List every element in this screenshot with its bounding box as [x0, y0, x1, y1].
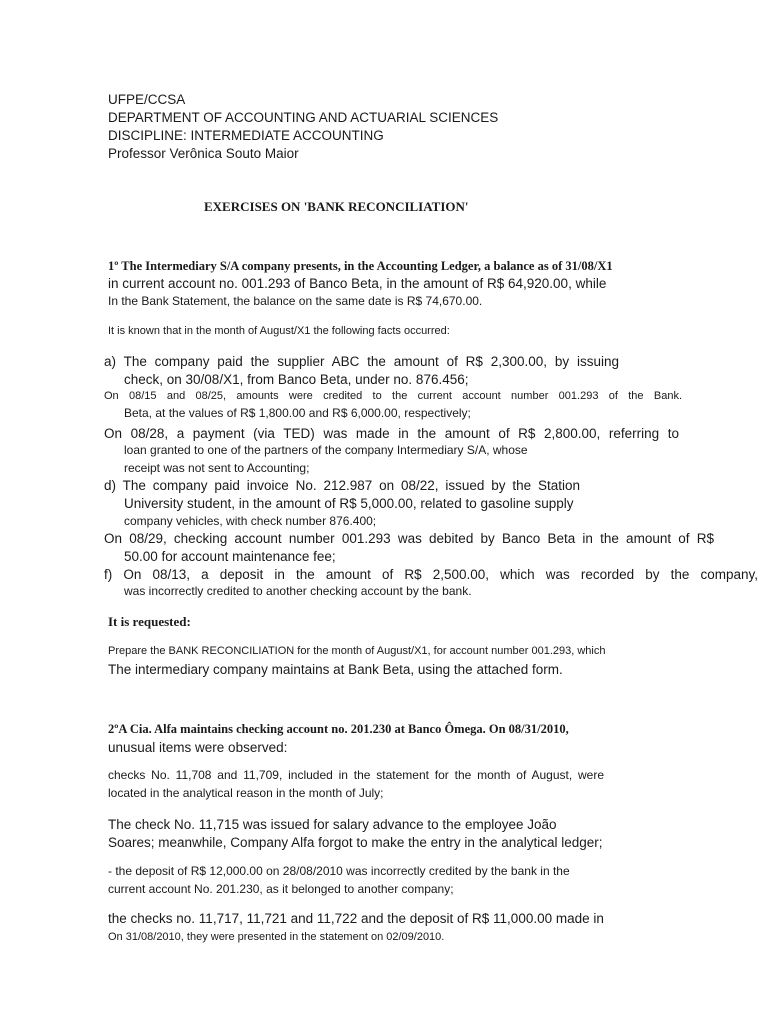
- ex2-para1-line2: located in the analytical reason in the month of July;: [108, 786, 384, 800]
- header-discipline: DISCIPLINE: INTERMEDIATE ACCOUNTING: [108, 128, 384, 143]
- ex1-item-e-line1: On 08/29, checking account number 001.293 was debited by Banco Beta in the amount of R$: [104, 531, 714, 546]
- ex1-intro-line3: In the Bank Statement, the balance on the same date is R$ 74,670.00.: [108, 294, 483, 308]
- ex1-item-f-line1: f) On 08/13, a deposit in the amount of R$ 2,500.00, which was recorded by the company,: [104, 567, 758, 582]
- header-department: DEPARTMENT OF ACCOUNTING AND ACTUARIAL SCIENCES: [108, 110, 499, 125]
- ex1-item-e-line2: 50.00 for account maintenance fee;: [124, 549, 336, 564]
- ex2-para1-line1: checks No. 11,708 and 11,709, included in the statement for the month of August, were: [108, 768, 604, 782]
- ex1-item-a-line1: a) The company paid the supplier ABC the amount of R$ 2,300.00, by issuing: [104, 354, 619, 369]
- ex1-item-c-line1: On 08/28, a payment (via TED) was made in the amount of R$ 2,800.00, referring to: [104, 426, 679, 441]
- ex2-para2-line2: Soares; meanwhile, Company Alfa forgot to make the entry in the analytical ledger;: [108, 835, 603, 850]
- ex1-intro-bold: 1º The Intermediary S/A company presents, in the Accounting Ledger, a balance as of 31/08/X1: [108, 259, 613, 273]
- ex1-item-a-line2: check, on 30/08/X1, from Banco Beta, under no. 876.456;: [124, 372, 469, 387]
- ex1-item-c-line3: receipt was not sent to Accounting;: [124, 461, 310, 475]
- page-title: EXERCISES ON 'BANK RECONCILIATION': [204, 199, 469, 214]
- ex2-intro-bold: 2ºA Cia. Alfa maintains checking account no. 201.230 at Banco Ômega. On 08/31/2010,: [108, 722, 569, 736]
- header-professor: Professor Verônica Souto Maior: [108, 146, 299, 161]
- ex2-para3-line1: - the deposit of R$ 12,000.00 on 28/08/2010 was incorrectly credited by the bank in the: [108, 864, 570, 878]
- ex1-intro-line2: in current account no. 001.293 of Banco Beta, in the amount of R$ 64,920.00, while: [108, 276, 607, 291]
- ex1-item-d-line2: University student, in the amount of R$ 5,000.00, related to gasoline supply: [124, 496, 574, 511]
- ex1-item-b-line1: On 08/15 and 08/25, amounts were credited to the current account number 001.293 of the Bank.: [104, 390, 682, 402]
- ex2-para4-line2: On 31/08/2010, they were presented in the statement on 02/09/2010.: [108, 931, 445, 943]
- ex1-item-d-line3: company vehicles, with check number 876.400;: [124, 514, 377, 528]
- ex1-item-f-line2: was incorrectly credited to another checking account by the bank.: [124, 584, 472, 598]
- ex1-item-b-line2: Beta, at the values of R$ 1,800.00 and R$ 6,000.00, respectively;: [124, 406, 471, 420]
- ex1-requested-heading: It is requested:: [108, 614, 191, 629]
- ex2-intro-line2: unusual items were observed:: [108, 740, 288, 755]
- header-institution: UFPE/CCSA: [108, 92, 186, 107]
- ex2-para3-line2: current account No. 201.230, as it belonged to another company;: [108, 882, 454, 896]
- ex1-known-facts: It is known that in the month of August/X1 the following facts occurred:: [108, 325, 450, 337]
- ex1-requested-line1: Prepare the BANK RECONCILIATION for the month of August/X1, for account number 001.293, which: [108, 645, 606, 657]
- ex2-para2-line1: The check No. 11,715 was issued for salary advance to the employee João: [108, 817, 557, 832]
- ex1-item-d-line1: d) The company paid invoice No. 212.987 on 08/22, issued by the Station: [104, 478, 580, 493]
- ex2-para4-line1: the checks no. 11,717, 11,721 and 11,722 and the deposit of R$ 11,000.00 made in: [108, 911, 604, 926]
- ex1-requested-line2: The intermediary company maintains at Bank Beta, using the attached form.: [108, 662, 563, 677]
- ex1-item-c-line2: loan granted to one of the partners of the company Intermediary S/A, whose: [124, 443, 528, 457]
